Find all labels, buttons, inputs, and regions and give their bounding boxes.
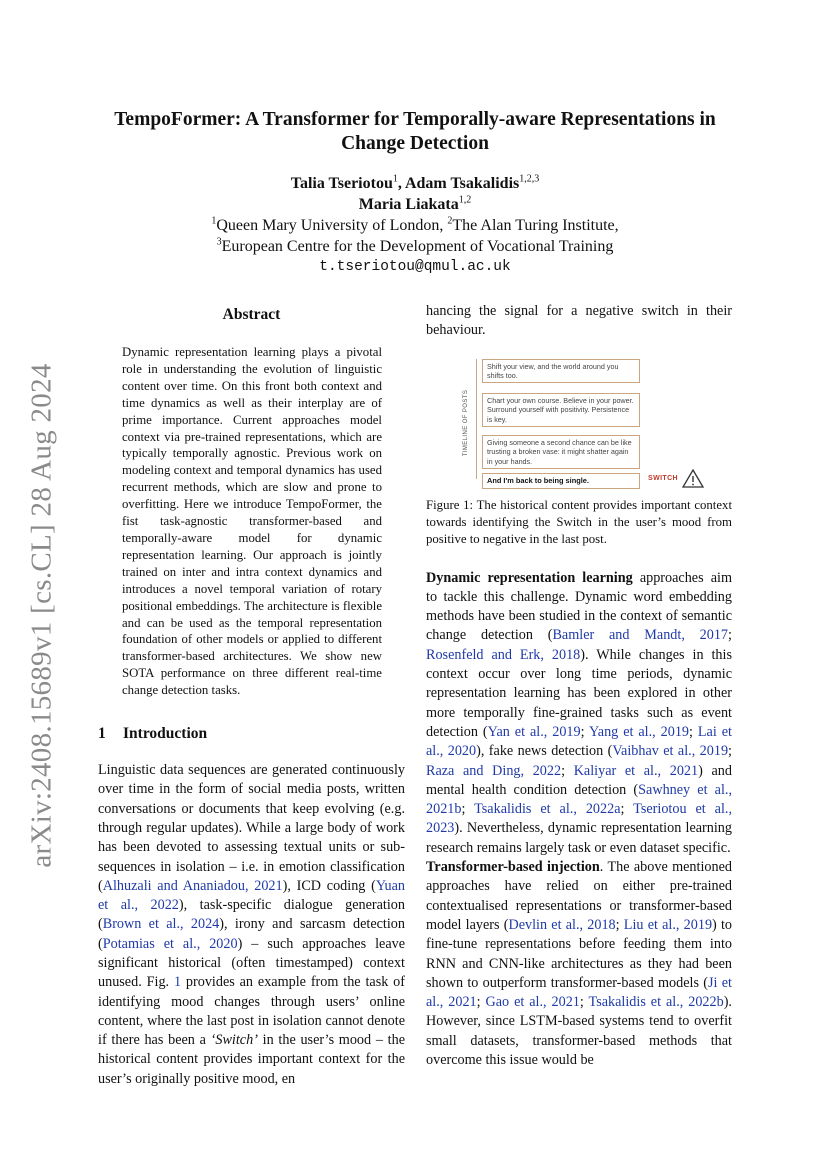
affiliation: Queen Mary University of London,	[216, 217, 448, 234]
figure-ref-link[interactable]: 1	[173, 974, 182, 991]
affiliation-line-1	[90, 215, 740, 236]
citation-link[interactable]: Alhuzali and Ananiadou, 2021	[102, 877, 283, 894]
citation-link[interactable]: Yang et al., 2019	[588, 723, 690, 740]
abstract-heading: Abstract	[222, 306, 281, 323]
warning-icon	[682, 469, 704, 488]
citation-link[interactable]: Rosenfeld and Erk, 2018	[426, 646, 581, 663]
affiliation-sup: 2	[447, 215, 453, 227]
author-line-1: Talia Tseriotou$^1$, Adam Tsakalidis$^{1,2,3}$	[290, 173, 540, 192]
affiliation-line-2	[90, 236, 740, 257]
figure-caption: Figure 1: The historical content provides important context towards identifying the Switch in the user’s mood from positive to negative in the last post.	[426, 497, 732, 546]
paragraph-lead: Transformer-based injection	[426, 859, 600, 876]
timeline-axis-label: TIMELINE OF POSTS	[463, 389, 470, 456]
abstract-text: Dynamic representation learning plays a pivotal role in understanding the evolution of linguistic content over time. On this front both context and time dynamics as well as their interplay are of prime importance. Current approaches model context via pre-trained representations, which are typically temporally agnostic. Previous work on modeling context and temporal dynamics has used recurrent methods, which are slow and prone to overfitting. Here we introduce TempoFormer, the fist task-agnostic transformer-based and temporally-aware model for dynamic representation learning. Our approach is jointly trained on inter and intra context dynamics and introduces a novel temporal variation of rotary positional embeddings. The architecture is flexible and can be used as the temporal representation foundation of other models or applied to different transformer-based architectures. We show new SOTA performance on three different real-time change detection tasks.	[122, 345, 382, 698]
citation-link[interactable]: Bamler and Mandt, 2017	[552, 627, 729, 644]
post-box: Shift your view, and the world around you shifts too.	[482, 359, 640, 383]
citation-link[interactable]: Potamias et al., 2020	[102, 935, 238, 952]
intro-paragraph: Linguistic data sequences are generated continuously over time in the form of social media posts, written conversations or documents that keep evolving (e.g. through regular updates). While a large body of work has been devoted to assessing textual units or sub-sequences in isolation – i.e. in emotion classification (Alhuzali and Ananiadou, 2021), ICD coding (Yuan et al., 2022), task-specific dialogue generation (Brown et al., 2024), irony and sarcasm detection (Potamias et al., 2020) – such approaches leave significant historical (often timestamped) context unused. Fig. 1 provides an example from the task of identifying mood changes through users’ online content, where the last post in isolation cannot denote if there has been a ‘Switch’ in the user’s mood – the historical content provides important context for the user’s originally positive mood, en	[98, 762, 406, 1087]
citation-link[interactable]: Brown et al., 2024	[102, 916, 220, 933]
affiliation: The Alan Turing Institute,	[452, 217, 619, 234]
affiliation: European Centre for the Development of Vocational Training	[221, 238, 614, 255]
citation-link[interactable]: Tsakalidis et al., 2022a	[474, 801, 621, 818]
author-block	[90, 173, 740, 278]
tbi-paragraph: Transformer-based injection. The above mentioned approaches have relied on either pre-trained contextualised representations or transformer-based model layers (Devlin et al., 2018; Liu et al., 2019) to fine-tune representations before feeding them into RNN and CNN-like architectures as they had been shown to outperform transformer-based models (Ji et al., 2021; Gao et al., 2021; Tsakalidis et al., 2022b). However, since LSTM-based systems tend to overfit small datasets, transformer-based methods that overcome this issue would be	[426, 859, 733, 1069]
citation-link[interactable]: Liu et al., 2019	[623, 916, 713, 933]
author-sup: 1	[392, 173, 398, 185]
author-sup: 1,2,3	[519, 173, 540, 185]
affiliation-sup: 1	[211, 215, 217, 227]
citation-link[interactable]: Yuan et al., 2022	[98, 877, 405, 914]
right-column	[426, 302, 732, 1070]
citation-link[interactable]: Devlin et al., 2018	[508, 916, 616, 933]
author-sup: 1,2	[458, 194, 472, 206]
citation-link[interactable]: Ji et al., 2021	[426, 974, 732, 1011]
switch-indicator	[648, 469, 704, 488]
post-box-last: And I'm back to being single.	[482, 473, 640, 489]
author-email[interactable]: t.tseriotou@qmul.ac.uk	[319, 259, 511, 275]
citation-link[interactable]: Yan et al., 2019	[487, 723, 581, 740]
author-name: Maria Liakata	[358, 196, 459, 213]
timeline-axis	[476, 359, 477, 479]
arxiv-sidebar-stamp	[22, 360, 62, 870]
left-column	[98, 302, 405, 1089]
switch-label: SWITCH	[648, 474, 679, 482]
author-name: Adam Tsakalidis	[404, 175, 520, 192]
figure-1	[426, 353, 732, 483]
section-heading-introduction	[98, 725, 405, 761]
author-line-2	[90, 194, 740, 215]
citation-link[interactable]: Gao et al., 2021	[485, 994, 580, 1011]
section-title: Introduction	[123, 725, 208, 743]
affiliation-sup: 3	[216, 236, 222, 248]
citation-link[interactable]: Tsakalidis et al., 2022b	[588, 994, 724, 1011]
author-name: Talia Tseriotou	[290, 175, 393, 192]
citation-link[interactable]: Lai et al., 2020	[426, 723, 732, 760]
emphasis-switch: ‘Switch’	[210, 1032, 258, 1049]
drl-paragraph: Dynamic representation learning approaches aim to tackle this challenge. Dynamic word embedding methods have been studied in the context of semantic change detection (Bamler and Mandt, 2017; Rosenfeld and Erk, 2018). While changes in this context occur over long time periods, dynamic representation learning has been explored in other more temporally fine-grained tasks such as event detection (Yan et al., 2019; Yang et al., 2019; Lai et al., 2020), fake news detection (Vaibhav et al., 2019; Raza and Ding, 2022; Kaliyar et al., 2021) and mental health condition detection (Sawhney et al., 2021b; Tsakalidis et al., 2022a; Tseriotou et al., 2023). Nevertheless, dynamic representation learning research remains largely task or even dataset specific.	[426, 569, 732, 856]
citation-link[interactable]: Sawhney et al., 2021b	[426, 781, 732, 818]
section-number: 1	[98, 725, 106, 743]
arxiv-id: arXiv:2408.15689v1 [cs.CL] 28 Aug 2024	[25, 362, 58, 868]
citation-link[interactable]: Vaibhav et al., 2019	[612, 743, 729, 760]
paper-title: TempoFormer: A Transformer for Temporally-aware Representations in Change Detection	[114, 109, 716, 154]
citation-link[interactable]: Kaliyar et al., 2021	[573, 762, 699, 779]
citation-link[interactable]: Raza and Ding, 2022	[426, 762, 562, 779]
post-box: Chart your own course. Believe in your power. Surround yourself with positivity. Persistence is key.	[482, 393, 640, 427]
post-box: Giving someone a second chance can be like trusting a broken vase: it might shatter again in your hands.	[482, 435, 640, 469]
continued-paragraph: hancing the signal for a negative switch in their behaviour.	[426, 303, 732, 339]
citation-link[interactable]: Tseriotou et al., 2023	[426, 801, 732, 837]
paragraph-lead: Dynamic representation learning	[426, 569, 633, 586]
